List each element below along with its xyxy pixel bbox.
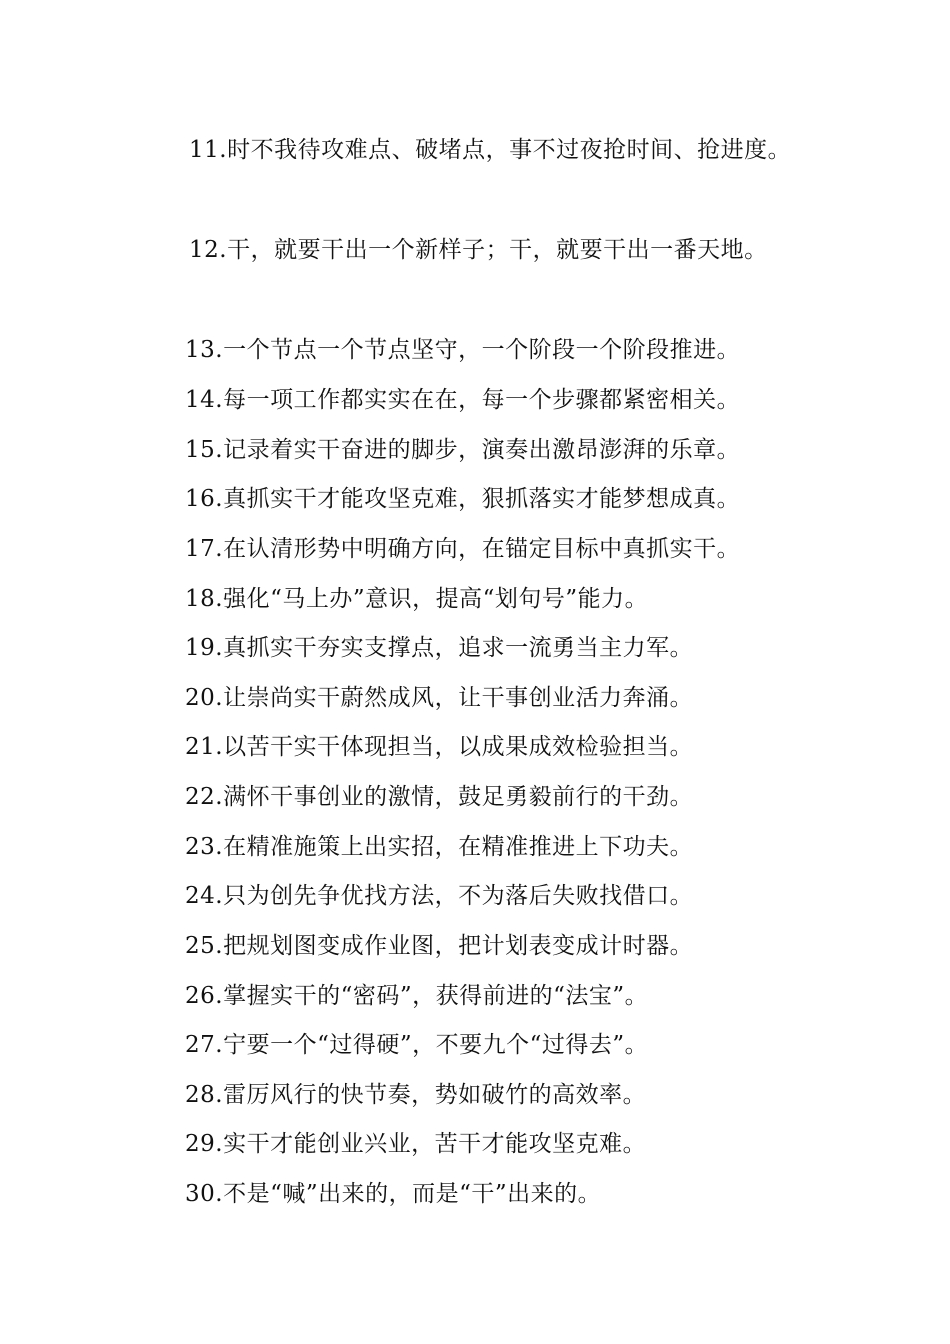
list-item-text: 24.只为创先争优找方法，不为落后失败找借口。: [185, 883, 694, 909]
list-item-text: 11.时不我待攻难点、破堵点，事不过夜抢时间、抢进度。: [189, 137, 792, 163]
list-item-20: [145, 673, 815, 723]
list-item-15: [145, 425, 815, 475]
list-item-24: [145, 871, 815, 921]
list-item-18: [145, 574, 815, 624]
list-item-25: [145, 921, 815, 971]
list-item-30: [145, 1169, 815, 1219]
list-item-text: 18.强化“马上办”意识，提高“划句号”能力。: [185, 586, 649, 612]
list-item-text: 12.干，就要干出一个新样子；干，就要干出一番天地。: [189, 237, 768, 263]
list-item-28: [145, 1070, 815, 1120]
list-item-23: [145, 822, 815, 872]
list-item-text: 25.把规划图变成作业图，把计划表变成计时器。: [185, 933, 694, 959]
list-item-26: [145, 971, 815, 1021]
list-item-19: [145, 623, 815, 673]
list-item-text: 21.以苦干实干体现担当，以成果成效检验担当。: [185, 734, 694, 760]
list-item-11: [145, 125, 815, 175]
list-item-13: [145, 325, 815, 375]
list-item-16: [145, 474, 815, 524]
list-item-text: 28.雷厉风行的快节奏，势如破竹的高效率。: [185, 1082, 647, 1108]
list-item-text: 26.掌握实干的“密码”，获得前进的“法宝”。: [185, 983, 649, 1009]
list-item-text: 17.在认清形势中明确方向，在锚定目标中真抓实干。: [185, 536, 741, 562]
list-item-17: [145, 524, 815, 574]
list-item-14: [145, 375, 815, 425]
list-item-text: 30.不是“喊”出来的，而是“干”出来的。: [185, 1181, 602, 1207]
list-item-text: 15.记录着实干奋进的脚步，演奏出激昂澎湃的乐章。: [185, 437, 741, 463]
list-item-text: 19.真抓实干夯实支撑点，追求一流勇当主力军。: [185, 635, 694, 661]
list-item-text: 27.宁要一个“过得硬”，不要九个“过得去”。: [185, 1032, 649, 1058]
list-item-22: [145, 772, 815, 822]
list-item-text: 29.实干才能创业兴业，苦干才能攻坚克难。: [185, 1131, 647, 1157]
list-item-text: 14.每一项工作都实实在在，每一个步骤都紧密相关。: [185, 387, 741, 413]
list-item-text: 16.真抓实干才能攻坚克难，狠抓落实才能梦想成真。: [185, 486, 741, 512]
list-item-29: [145, 1119, 815, 1169]
list-item-text: 13.一个节点一个节点坚守，一个阶段一个阶段推进。: [185, 337, 741, 363]
list-item-text: 23.在精准施策上出实招，在精准推进上下功夫。: [185, 834, 694, 860]
list-item-text: 20.让崇尚实干蔚然成风，让干事创业活力奔涌。: [185, 685, 694, 711]
list-item-21: [145, 722, 815, 772]
list-item-27: [145, 1020, 815, 1070]
list-item-text: 22.满怀干事创业的激情，鼓足勇毅前行的干劲。: [185, 784, 694, 810]
list-item-12: [145, 225, 815, 275]
